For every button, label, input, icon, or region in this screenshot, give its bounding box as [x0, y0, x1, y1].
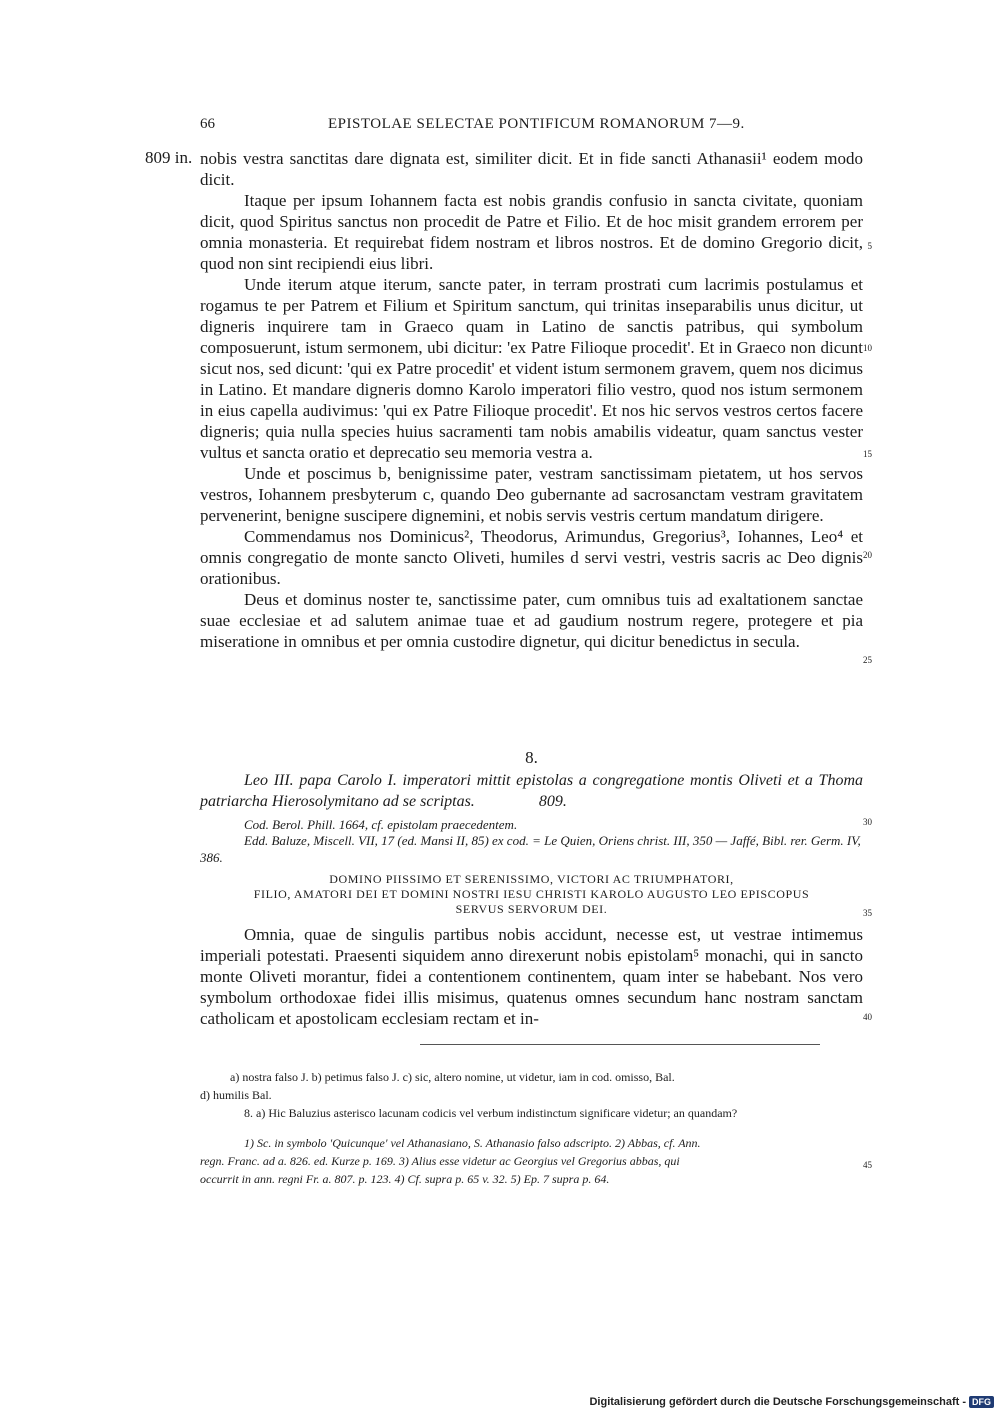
variant-line: a) nostra falso J. b) petimus falso J. c) sic, altero nomine, ut videtur, iam in cod. omisso, Bal. — [230, 1070, 675, 1084]
letter-8-body — [200, 924, 863, 1029]
line-number: 30 — [863, 817, 872, 827]
variant-notes — [200, 1068, 863, 1122]
paragraph: Itaque per ipsum Iohannem facta est nobis grandis confusio in sancta civitate, quoniam dicit, quod Spiritus sanctus non procedit de Patre et Filio. Et de hoc misit grandem errorem per omnia monasteria. Et requirebat fidem nostram et libros nostros. Et de domino Gregorio dicit, quod non sint recipiendi eius libri. — [200, 191, 863, 273]
letter-number: 8. — [525, 748, 538, 767]
paragraph: nobis vestra sanctitas dare dignata est, similiter dicit. Et in fide sancti Athanasii¹ eodem modo dicit. — [200, 149, 863, 189]
line-number: 5 — [867, 241, 872, 251]
line-number: 45 — [863, 1160, 872, 1170]
credit-text: Digitalisierung gefördert durch die Deutsche Forschungsgemeinschaft - — [589, 1396, 966, 1408]
line-number: 20 — [863, 550, 872, 560]
footnote-line: occurrit in ann. regni Fr. a. 807. p. 123. 4) Cf. supra p. 65 v. 32. 5) Ep. 7 supra p. 64. — [200, 1172, 610, 1186]
summary-text: Leo III. papa Carolo I. imperatori mittit epistolas a congregatione montis Oliveti et a Thoma patriarcha Hierosolymitano ad se scriptas. — [200, 772, 863, 810]
salutation — [200, 872, 863, 917]
line-number: 40 — [863, 1012, 872, 1022]
running-title: EPISTOLAE SELECTAE PONTIFICUM ROMANORUM 7—9. — [328, 116, 745, 132]
variant-line: 8. a) Hic Baluzius asterisco lacunam codicis vel verbum indistinctum significare videtur; an quandam? — [244, 1106, 738, 1120]
codex-note: Cod. Berol. Phill. 1664, cf. epistolam praecedentem. — [244, 817, 518, 832]
paragraph: Unde iterum atque iterum, sancte pater, in terram prostrati cum lacrimis postulamus et rogamus te per Patrem et Filium et Spiritum sanctum, qui trinitas inseparabilis unus dicitur, ut digneris inquirere tam in Graeco quam in Latino de sanctis patribus, qui symbolum composuerunt, istum sermonem, ubi dicitur: 'ex Patre Filioque procedit'. Et in Graeco non dicunt sicut nos, sed dicunt: 'qui ex Patre procedit' et vident istum sermonem gravem, quem nos dicimus in Latino. Et mandare digneris domno Karolo imperatori filio vestro, quod nos istum sermonem in eius capella audivimus: 'qui ex Patre Filioque procedit'. Et nos hic servos vestros certos facere digneris; quia nulla species huius sacramenti tam nobis amabilis videatur, quam sanctus vester vultus et sancta oratio et deprecatio seu memoria vestra a. — [200, 275, 863, 462]
editions-note: Edd. Baluze, Miscell. VII, 17 (ed. Mansi II, 85) ex cod. = Le Quien, Oriens christ. III, 350 — Jaffé, Bibl. rer. Germ. IV, 386. — [200, 833, 861, 865]
digitization-credit — [589, 1396, 994, 1408]
dfg-logo-icon: DFG — [969, 1396, 994, 1408]
paragraph: Omnia, quae de singulis partibus nobis accidunt, necesse est, ut vestrae intimemus imperiali potestati. Praesenti siquidem anno direxerunt nobis epistolam⁵ monachi, qui in sancto monte Oliveti morantur, fidei a contentionem continentem, quam inter se habebant. Nos vero symbolum orthodoxae fidei illis misimus, quatenus omnes secundum hanc nostram sanctam catholicam et apostolicam ecclesiam rectam et in- — [200, 925, 863, 1028]
paragraph: Unde et poscimus b, benignissime pater, vestram sanctissimam pietatem, ut hos servos vestros, Iohannem presbyterum c, quando Deo gubernante ad sacrosanctam vestram gravitatem pervenerint, benigne suscipere dignemini, et nobis servis vestris certum mandatum dirigere. — [200, 464, 863, 525]
margin-date: 809 in. — [145, 148, 193, 167]
paragraph: Deus et dominus noster te, sanctissime pater, cum omnibus tuis ad exaltationem sanctae suae ecclesiae et ad salutem animae tuae et ad gaudium nostrum regere, protegere et pia miseratione in omnibus et per omnia custodire dignetur, qui dicitur benedictus in secula. — [200, 590, 863, 651]
letter-7-body — [200, 148, 863, 652]
line-number: 35 — [863, 908, 872, 918]
salutation-line: DOMINO PIISSIMO ET SERENISSIMO, VICTORI AC TRIUMPHATORI, — [329, 872, 734, 886]
line-number: 10 — [863, 343, 872, 353]
paragraph: Commendamus nos Dominicus², Theodorus, Arimundus, Gregorius³, Iohannes, Leo⁴ et omnis congregatio de monte sancto Oliveti, humiles d servi vestri, vestris sacris ac Deo dignis orationibus. — [200, 527, 863, 588]
footnote-line: 1) Sc. in symbolo 'Quicunque' vel Athanasiano, S. Athanasio falso adscripto. 2) Abbas, cf. Ann. — [244, 1136, 701, 1150]
salutation-line: SERVUS SERVORUM DEI. — [455, 902, 608, 916]
letter-summary — [200, 770, 863, 812]
separator-rule — [420, 1044, 820, 1045]
page-number: 66 — [200, 116, 215, 132]
line-number: 15 — [863, 449, 872, 459]
footnotes — [200, 1134, 863, 1188]
salutation-line: FILIO, AMATORI DEI ET DOMINI NOSTRI IESU CHRISTI KAROLO AUGUSTO LEO EPISCOPUS — [253, 887, 810, 901]
footnote-line: regn. Franc. ad a. 826. ed. Kurze p. 169. 3) Alius esse videtur ac Georgius vel Gregorius abbas, qui — [200, 1154, 680, 1168]
letter-year: 809. — [538, 793, 567, 810]
variant-line: d) humilis Bal. — [200, 1088, 272, 1102]
line-number: 25 — [863, 655, 872, 665]
